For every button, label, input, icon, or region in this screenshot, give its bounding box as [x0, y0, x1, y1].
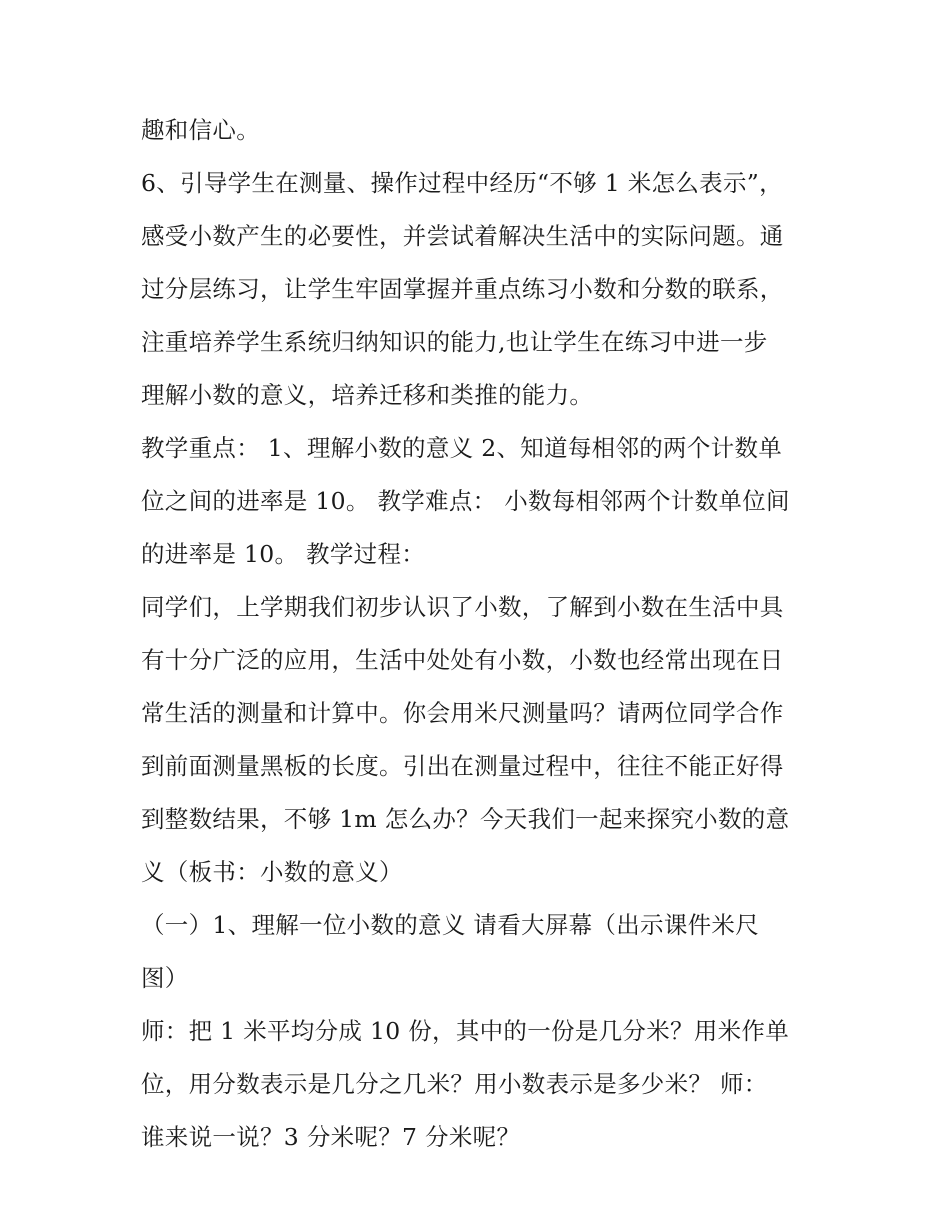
- text-line: 图）: [141, 964, 189, 992]
- body-text: [141, 110, 831, 1170]
- text-line: 教学重点： 1、理解小数的意义 2、知道每相邻的两个计数单: [141, 434, 783, 462]
- text-line: 感受小数产生的必要性，并尝试着解决生活中的实际问题。通: [141, 222, 784, 250]
- text-line: 理解小数的意义，培养迁移和类推的能力。: [141, 381, 594, 409]
- text-line: （一）1、理解一位小数的意义 请看大屏幕（出示课件米尺: [141, 911, 760, 939]
- text-line: 谁来说一说？3 分米呢？7 分米呢？: [141, 1123, 521, 1151]
- text-line: 到前面测量黑板的长度。引出在测量过程中，往往不能正好得: [141, 752, 784, 780]
- text-line: 的进率是 10。 教学过程：: [141, 540, 426, 568]
- text-line: 趣和信心。: [141, 116, 260, 144]
- text-line: 位，用分数表示是几分之几米？用小数表示是多少米？ 师：: [141, 1070, 768, 1098]
- text-line: 常生活的测量和计算中。你会用米尺测量吗？请两位同学合作: [141, 699, 784, 727]
- text-line: 师：把 1 米平均分成 10 份，其中的一份是几分米？用米作单: [141, 1017, 790, 1045]
- text-line: 位之间的进率是 10。 教学难点： 小数每相邻两个计数单位间: [141, 487, 790, 515]
- text-line: 过分层练习，让学生牢固掌握并重点练习小数和分数的联系，: [141, 275, 784, 303]
- text-line: 到整数结果，不够 1m 怎么办？今天我们一起来探究小数的意: [141, 805, 790, 833]
- text-line: 义（板书：小数的意义）: [141, 858, 403, 886]
- text-line: 6、引导学生在测量、操作过程中经历“不够 1 米怎么表示”，: [141, 169, 783, 197]
- text-line: 有十分广泛的应用，生活中处处有小数，小数也经常出现在日: [141, 646, 784, 674]
- text-line: 同学们，上学期我们初步认识了小数，了解到小数在生活中具: [141, 593, 784, 621]
- text-line: 注重培养学生系统归纳知识的能力,也让学生在练习中进一步: [141, 328, 768, 356]
